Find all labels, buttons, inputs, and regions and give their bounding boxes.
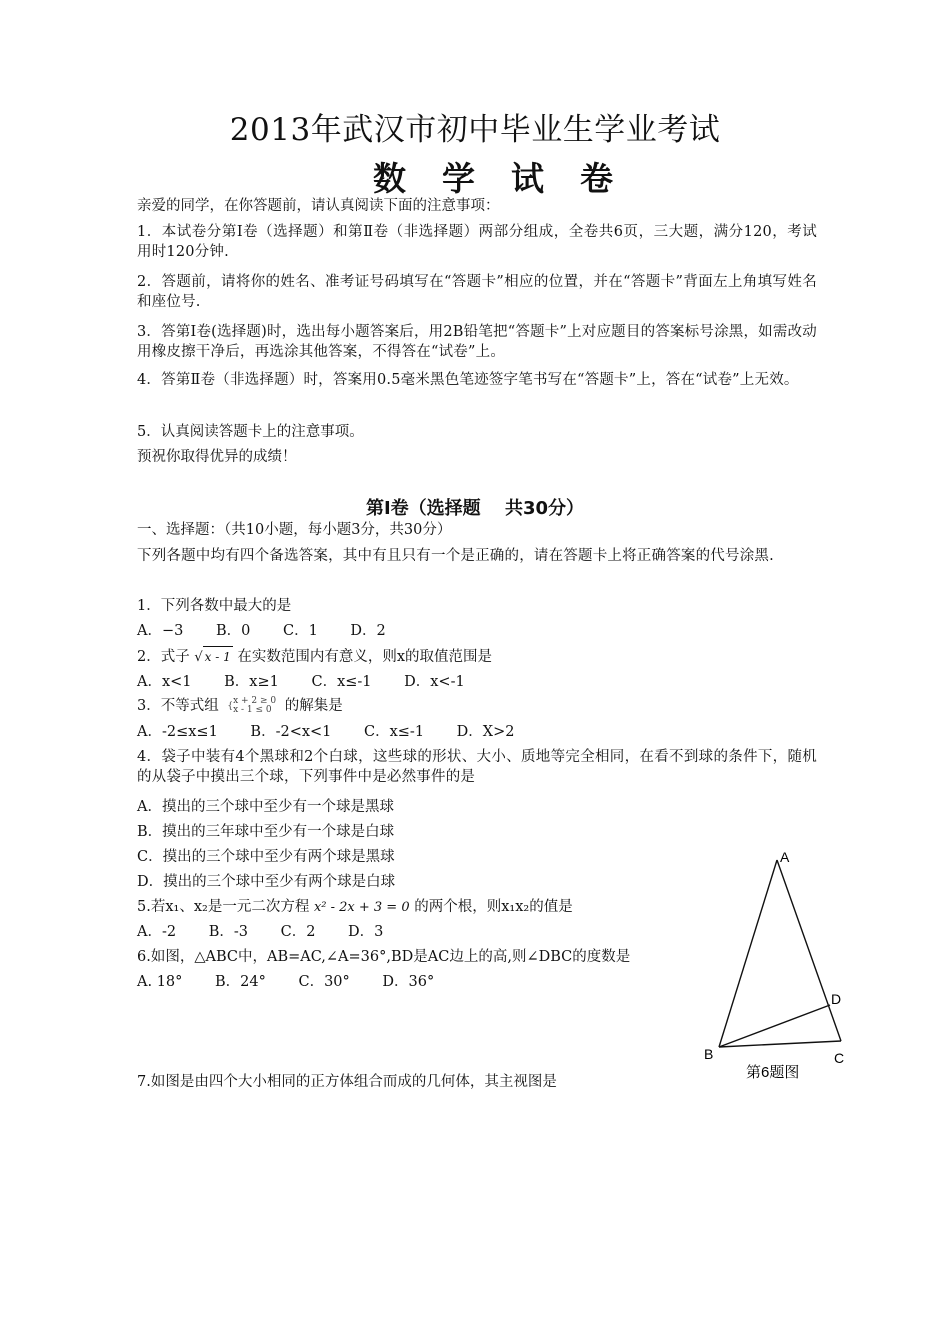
option-a: A．-2 [137, 924, 177, 940]
question-6-stem: 6.如图，△ABC中，AB=AC,∠A=36°,BD是AC边上的高,则∠DBC的度数是 [137, 949, 631, 965]
part-heading: 一、选择题：（共10小题，每小题3分，共30分） [137, 522, 452, 538]
vertex-label-a: A [780, 849, 790, 865]
notice-item-5: 5．认真阅读答题卡上的注意事项。 [137, 424, 364, 440]
section-title: 第Ⅰ卷（选择题 共30分） [365, 498, 584, 519]
radicand: x - 1 [203, 646, 233, 667]
question-7-stem: 7.如图是由四个大小相同的正方体组合而成的几何体，其主视图是 [137, 1074, 557, 1090]
option-b: B．24° [215, 974, 266, 990]
option-a: A．x<1 [137, 674, 192, 690]
question-2-options [137, 672, 493, 692]
option-c: C．2 [280, 924, 316, 940]
part-instruction: 下列各题中均有四个备选答案，其中有且只有一个是正确的，请在答题卡上将正确答案的代号涂黑. [137, 548, 774, 564]
notice-item-2: 2．答题前，请将你的姓名、准考证号码填写在“答题卡”相应的位置，并在“答题卡”背面左上角填写姓名和座位号. [137, 274, 817, 310]
question-1-options [137, 621, 414, 641]
figure-caption: 第6题图 [746, 1064, 800, 1081]
question-4-option-d: D．摸出的三个球中至少有两个球是白球 [137, 874, 396, 890]
side-ac [777, 860, 841, 1041]
notice-greeting: 亲爱的同学，在你答题前，请认真阅读下面的注意事项： [137, 198, 500, 214]
option-a: A．−3 [137, 623, 184, 639]
notice-item-1: 1．本试卷分第Ⅰ卷（选择题）和第Ⅱ卷（非选择题）两部分组成，全卷共6页，三大题，满分120，考试用时120分钟. [137, 224, 817, 260]
side-bc [719, 1041, 841, 1047]
question-3-stem: 3．不等式组 { x + 2 ≥ 0 x - 1 ≤ 0 的解集是 [137, 696, 343, 715]
question-1-stem: 1．下列各数中最大的是 [137, 598, 292, 614]
notice-item-4: 4．答第Ⅱ卷（非选择题）时，答案用0.5毫米黑色笔迹签字笔书写在“答题卡”上，答在“试卷”上无效。 [137, 372, 799, 388]
question-5-options [137, 922, 411, 942]
side-ab [719, 860, 777, 1047]
question-2-stem: 2．式子 √ x - 1 在实数范围内有意义，则x的取值范围是 [137, 646, 492, 668]
option-d: D．x<-1 [404, 674, 465, 690]
question-4-stem: 4．袋子中装有4个黑球和2个白球，这些球的形状、大小、质地等完全相同，在看不到球的条件下，随机的从袋子中摸出三个球，下列事件中是必然事件的是 [137, 749, 817, 785]
question-4-option-b: B．摸出的三年球中至少有一个球是白球 [137, 824, 395, 840]
question-5-stem: 5.若x₁、x₂是一元二次方程 x² - 2x + 3 = 0 的两个根，则x₁x₂的值是 [137, 899, 573, 915]
question-4-option-c: C．摸出的三个球中至少有两个球是黑球 [137, 849, 395, 865]
option-b: B．-3 [208, 924, 248, 940]
notice-item-3: 3．答第Ⅰ卷(选择题)时，选出每小题答案后，用2B铅笔把“答题卡”上对应题目的答案标号涂黑，如需改动用橡皮擦干净后，再选涂其他答案，不得答在“试卷”上。 [137, 324, 817, 360]
notice-closing: 预祝你取得优异的成绩！ [137, 449, 297, 465]
inequality-system: { x + 2 ≥ 0 x - 1 ≤ 0 [227, 696, 277, 715]
option-b: B．x≥1 [224, 674, 279, 690]
question-3-options [137, 722, 543, 742]
option-d: D．2 [350, 623, 386, 639]
point-label-d: D [831, 991, 842, 1007]
question-6-options [137, 972, 462, 992]
question-4-option-a: A．摸出的三个球中至少有一个球是黑球 [137, 799, 394, 815]
option-d: D．36° [382, 974, 435, 990]
vertex-label-b: B [704, 1046, 714, 1062]
option-c: C．x≤-1 [364, 724, 425, 740]
option-d: D．X>2 [456, 724, 515, 740]
exam-subtitle: 数学试卷 [373, 159, 649, 198]
option-a: A. 18° [137, 974, 183, 990]
option-a: A．-2≤x≤1 [137, 724, 218, 740]
exam-title: 2013年武汉市初中毕业生学业考试 [229, 112, 721, 148]
option-c: C．30° [298, 974, 350, 990]
option-b: B．-2<x<1 [250, 724, 332, 740]
option-b: B．0 [215, 623, 251, 639]
quadratic-equation: x² - 2x + 3 = 0 [313, 900, 410, 915]
option-d: D．3 [348, 924, 384, 940]
altitude-bd [719, 1005, 830, 1047]
option-c: C．x≤-1 [311, 674, 372, 690]
option-c: C．1 [282, 623, 318, 639]
triangle-figure [700, 845, 860, 1085]
vertex-label-c: C [834, 1050, 845, 1066]
